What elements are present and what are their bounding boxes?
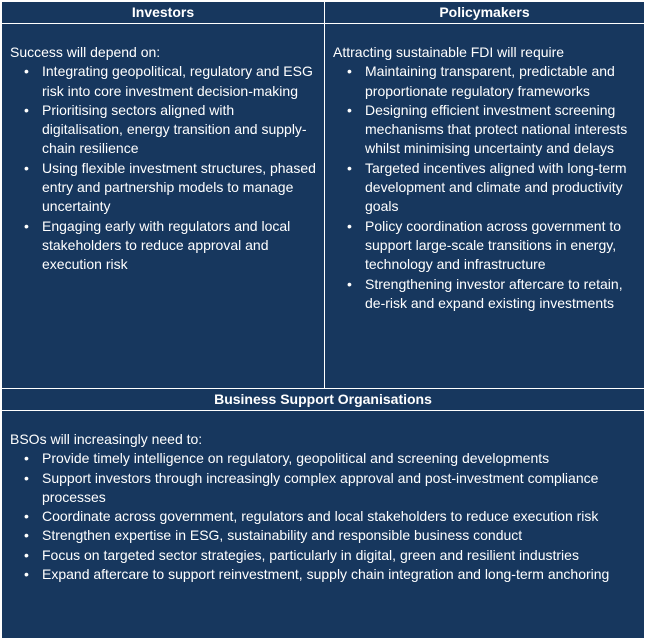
list-item: [10, 565, 638, 584]
bullet-icon: •: [347, 217, 352, 234]
list-item-text: Integrating geopolitical, regulatory and ESG risk into core investment decision-making: [42, 63, 313, 99]
list-item-text: Targeted incentives aligned with long-term development and climate and productivity goals: [365, 159, 627, 215]
list-item: [10, 507, 638, 526]
list-item: [10, 546, 638, 565]
list-item-text: Provide timely intelligence on regulatory, geopolitical and screening developments: [42, 450, 550, 467]
list-item: [333, 101, 641, 159]
list-item-text: Support investors through increasingly complex approval and post-investment compliance processes: [42, 469, 599, 505]
list-item-text: Expand aftercare to support reinvestment, supply chain integration and long-term anchoring: [42, 566, 610, 583]
investors-list: [10, 62, 316, 274]
header-underline-top: [2, 23, 644, 24]
list-item-text: Using flexible investment structures, phased entry and partnership models to manage uncertainty: [42, 159, 316, 215]
bullet-icon: •: [24, 508, 29, 525]
list-item-text: Engaging early with regulators and local stakeholders to reduce approval and execution risk: [42, 217, 291, 273]
list-item: [10, 62, 316, 101]
bullet-icon: •: [347, 101, 352, 118]
bullet-icon: •: [24, 159, 29, 176]
bullet-icon: •: [24, 469, 29, 486]
list-item: [10, 449, 638, 468]
bullet-icon: •: [347, 63, 352, 80]
policymakers-heading: Policymakers: [439, 4, 530, 20]
list-item: [333, 62, 641, 101]
bullet-icon: •: [24, 101, 29, 118]
list-item: [333, 217, 641, 275]
header-underline-bottom: [2, 410, 644, 411]
list-item: [10, 159, 316, 217]
investors-heading: Investors: [131, 4, 195, 20]
investors-intro: Success will depend on:: [10, 44, 161, 60]
bsos-list: [10, 449, 638, 584]
list-item-text: Policy coordination across government to support large-scale transitions in energy, technology and infrastructure: [365, 217, 622, 273]
policymakers-cell: [333, 43, 641, 313]
bullet-icon: •: [24, 217, 29, 234]
list-item-text: Designing efficient investment screening mechanisms that protect national interests whilst minimising uncertainty and delays: [365, 101, 628, 157]
bullet-icon: •: [24, 566, 29, 583]
bsos-intro: BSOs will increasingly need to:: [10, 431, 203, 447]
list-item: [10, 217, 316, 275]
list-item-text: Strengthen expertise in ESG, sustainability and responsible business conduct: [42, 527, 523, 544]
bsos-cell: [10, 430, 638, 584]
list-item: [333, 159, 641, 217]
list-item: [10, 526, 638, 545]
list-item-text: Prioritising sectors aligned with digitalisation, energy transition and supply-chain resilience: [42, 101, 307, 157]
list-item: [333, 275, 641, 314]
list-item-text: Coordinate across government, regulators and local stakeholders to reduce execution risk: [42, 508, 599, 525]
investors-cell: [10, 43, 316, 275]
bullet-icon: •: [347, 275, 352, 292]
bullet-icon: •: [24, 546, 29, 563]
list-item: [10, 469, 638, 508]
bullet-icon: •: [24, 450, 29, 467]
bullet-icon: •: [24, 63, 29, 80]
stakeholder-table: [1, 1, 645, 639]
list-item-text: Strengthening investor aftercare to retain, de-risk and expand existing investments: [365, 275, 623, 311]
column-divider: [324, 2, 325, 388]
list-item-text: Focus on targeted sector strategies, particularly in digital, green and resilient industries: [42, 546, 579, 563]
bullet-icon: •: [347, 159, 352, 176]
list-item: [10, 101, 316, 159]
policymakers-list: [333, 62, 641, 313]
list-item-text: Maintaining transparent, predictable and proportionate regulatory frameworks: [365, 63, 615, 99]
bsos-heading: Business Support Organisations: [214, 391, 432, 407]
bullet-icon: •: [24, 527, 29, 544]
policymakers-intro: Attracting sustainable FDI will require: [333, 44, 565, 60]
